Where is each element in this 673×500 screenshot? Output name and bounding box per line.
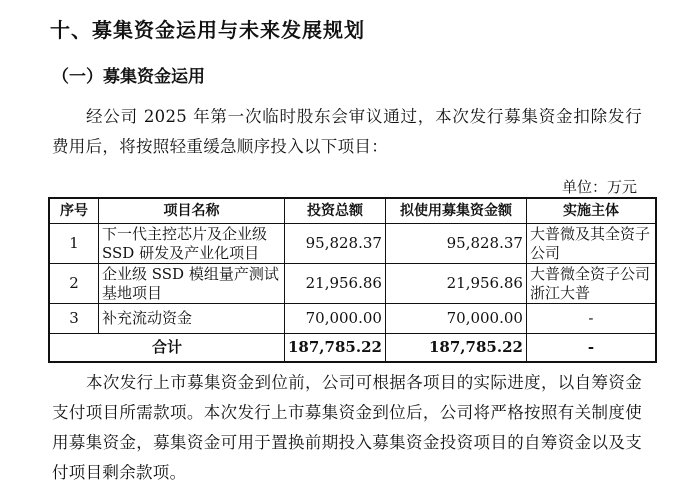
section-title: 十、募集资金运用与未来发展规划	[50, 18, 365, 42]
closing-paragraph: 本次发行上市募集资金到位前，公司可根据各项目的实际进度，以自筹资金支付项目所需款项。本次发行上市募集资金到位后，公司将严格按照有关制度使用募集资金，募集资金可用于置换前期投入募集资金投资项目的自筹资金以及支付项目剩余款项。	[52, 373, 642, 482]
cell-name: 企业级 SSD 模组量产测试基地项目	[99, 264, 285, 304]
cell-seq: 2	[49, 264, 99, 304]
unit-label: 单位：万元	[561, 178, 637, 196]
cell-total: 95,828.37	[285, 224, 386, 264]
intro-paragraph: 经公司 2025 年第一次临时股东会审议通过，本次发行募集资金扣除发行费用后，将按照轻重缓急顺序投入以下项目：	[52, 107, 642, 156]
table-total-row	[49, 334, 656, 363]
total-label: 合计	[49, 334, 285, 363]
table-row	[49, 304, 656, 334]
cell-entity: 大普微及其全资子公司	[526, 224, 656, 264]
cell-name: 下一代主控芯片及企业级SSD 研发及产业化项目	[99, 224, 285, 264]
header-cell: 项目名称	[99, 198, 285, 224]
table-header-row	[49, 198, 656, 224]
cell-raised: 21,956.86	[385, 264, 526, 304]
subsection-title: （一）募集资金运用	[52, 67, 205, 87]
cell-entity: -	[526, 304, 656, 334]
cell-seq: 1	[49, 224, 99, 264]
header-cell: 实施主体	[526, 198, 656, 224]
table-row	[49, 264, 656, 304]
total-raised: 187,785.22	[385, 334, 526, 363]
table-row	[49, 224, 656, 264]
cell-raised: 70,000.00	[385, 304, 526, 334]
header-cell: 投资总额	[285, 198, 386, 224]
cell-total: 70,000.00	[285, 304, 386, 334]
cell-entity: 大普微全资子公司浙江大普	[526, 264, 656, 304]
fund-use-table	[48, 197, 657, 363]
header-cell: 序号	[49, 198, 99, 224]
cell-total: 21,956.86	[285, 264, 386, 304]
header-cell: 拟使用募集资金额	[385, 198, 526, 224]
cell-raised: 95,828.37	[385, 224, 526, 264]
cell-seq: 3	[49, 304, 99, 334]
total-investment: 187,785.22	[285, 334, 386, 363]
cell-name: 补充流动资金	[99, 304, 285, 334]
total-entity: -	[526, 334, 656, 363]
